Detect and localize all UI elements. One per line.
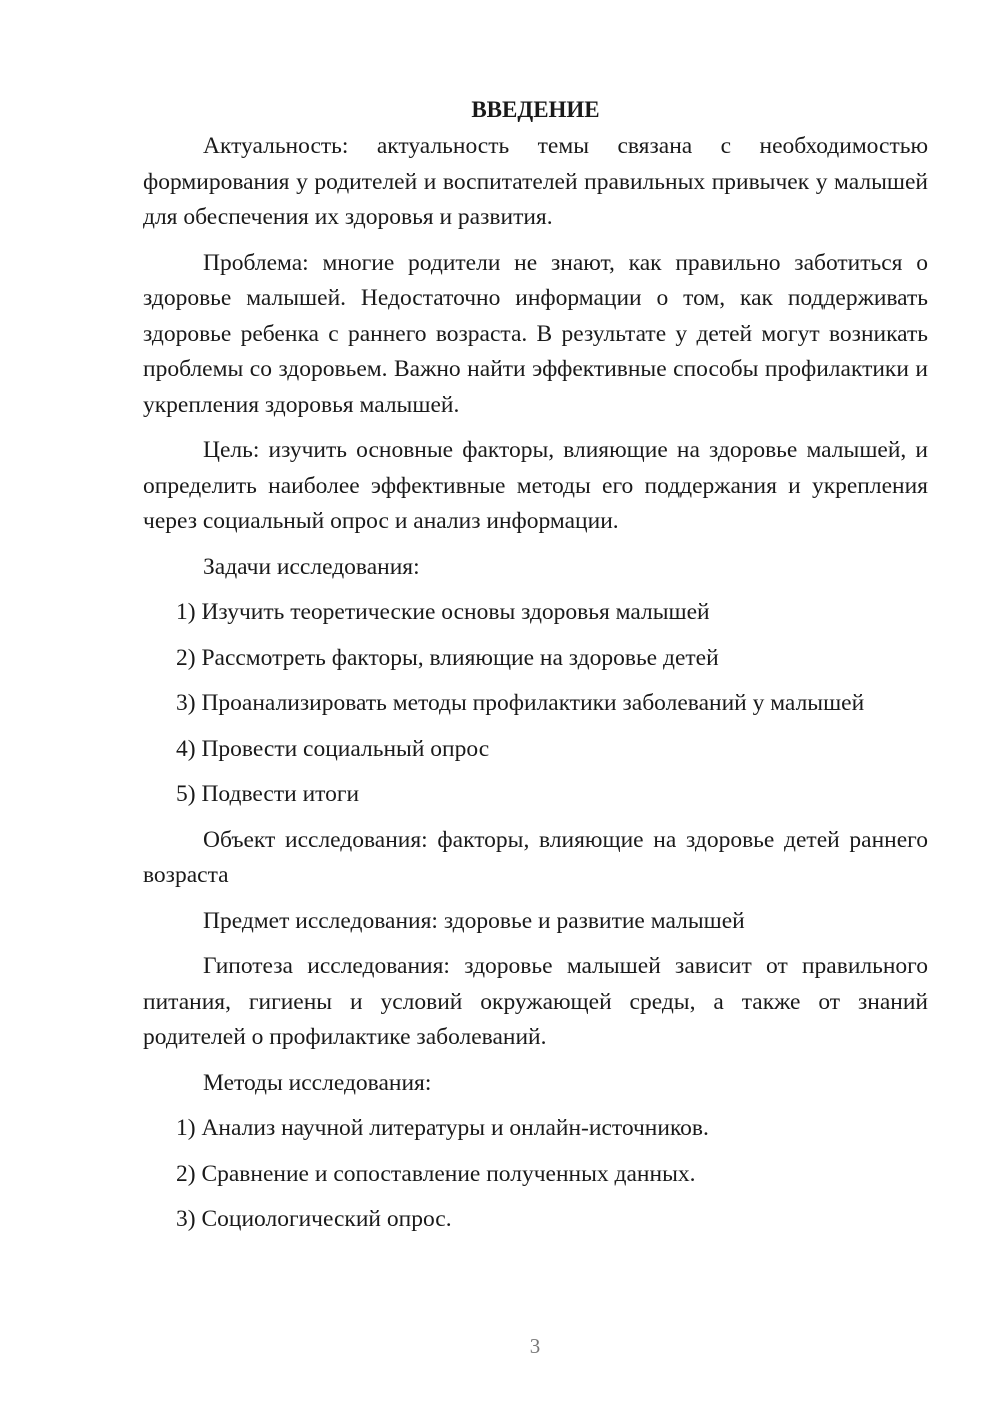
page-number: 3: [529, 1334, 541, 1358]
tasks-heading: Задачи исследования:: [203, 553, 420, 580]
list-item: 1) Анализ научной литературы и онлайн-источников.: [176, 1115, 709, 1141]
methods-list: [143, 1111, 928, 1238]
object-paragraph: Объект исследования: факторы, влияющие на здоровье детей раннего возраста: [143, 826, 928, 888]
list-item: 1) Изучить теоретические основы здоровья малышей: [176, 599, 710, 625]
list-item: 2) Рассмотреть факторы, влияющие на здоровье детей: [176, 644, 719, 671]
list-item: 4) Провести социальный опрос: [176, 735, 490, 762]
list-item: 3) Проанализировать методы профилактики заболеваний у малышей: [176, 690, 865, 716]
methods-heading: Методы исследования:: [203, 1069, 432, 1096]
section-title: ВВЕДЕНИЕ: [471, 97, 600, 122]
hypothesis-paragraph: Гипотеза исследования: здоровье малышей зависит от правильного питания, гигиены и условий окружающей среды, а также от знаний родителей о профилактике заболеваний.: [143, 953, 928, 1050]
list-item: 5) Подвести итоги: [176, 781, 360, 807]
subject-paragraph: Предмет исследования: здоровье и развитие малышей: [203, 907, 745, 934]
page-content: [143, 92, 928, 1248]
tasks-list: [143, 595, 928, 813]
relevance-paragraph: Актуальность: актуальность темы связана с необходимостью формирования у родителей и воспитателей правильных привычек у малышей для обеспечения их здоровья и развития.: [143, 133, 928, 230]
goal-paragraph: Цель: изучить основные факторы, влияющие на здоровье малышей, и определить наиболее эффективные методы его поддержания и укрепления через социальный опрос и анализ информации.: [143, 437, 928, 534]
list-item: 2) Сравнение и сопоставление полученных данных.: [176, 1160, 696, 1187]
problem-paragraph: Проблема: многие родители не знают, как правильно заботиться о здоровье малышей. Недостаточно информации о том, как поддерживать здоровье ребенка с раннего возраста. В результате у детей могут возникать проблемы со здоровьем. Важно найти эффективные способы профилактики и укрепления здоровья малышей.: [143, 249, 928, 418]
list-item: 3) Социологический опрос.: [176, 1206, 452, 1232]
